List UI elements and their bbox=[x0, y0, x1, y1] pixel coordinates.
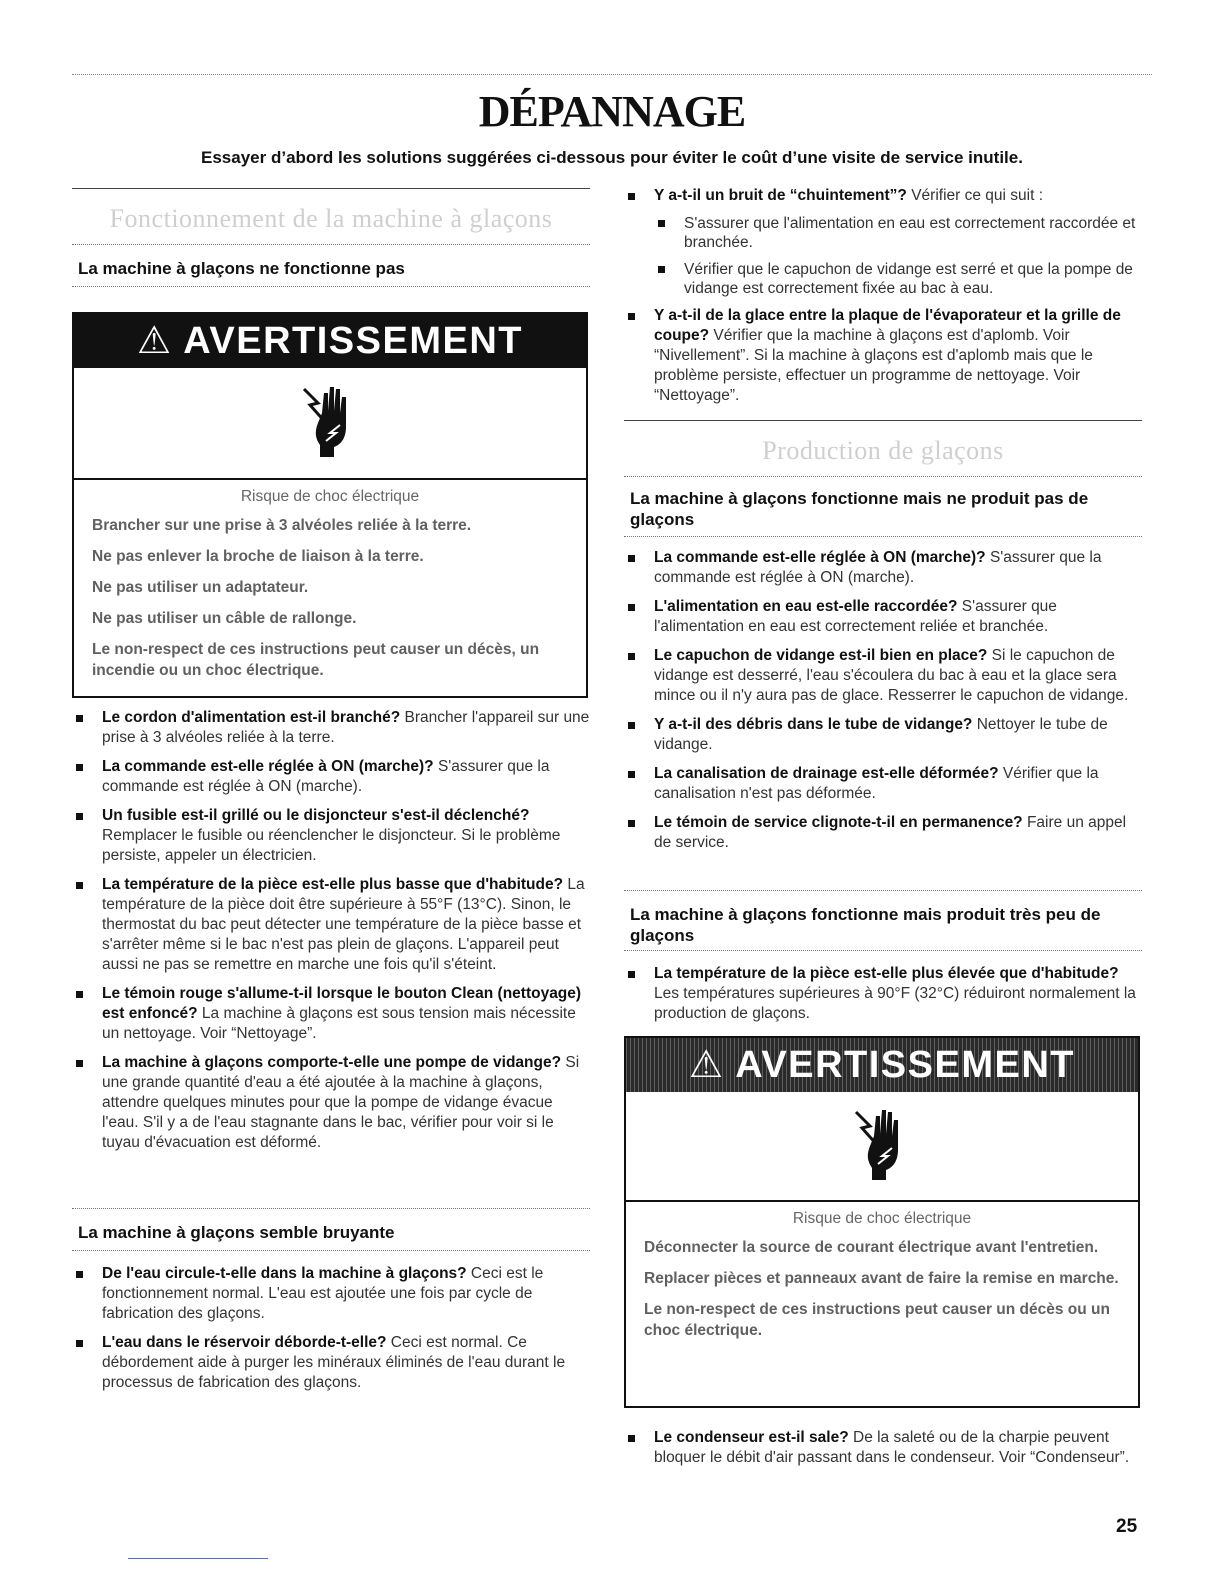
bullet-list-no-ice bbox=[624, 548, 1142, 862]
list-item: La commande est-elle réglée à ON (marche)? S'assurer que la commande est réglée à ON (marche). bbox=[624, 548, 1142, 588]
warning-box bbox=[72, 312, 588, 698]
list-item: L'eau dans le réservoir déborde-t-elle? Ceci est normal. Ce débordement aide à purger les minéraux éliminés de l'eau durant le processus de fabrication des glaçons. bbox=[72, 1333, 590, 1393]
top-rule bbox=[72, 74, 1152, 75]
dotted-rule bbox=[624, 476, 1142, 477]
warning-triangle-icon: ⚠ bbox=[137, 320, 173, 362]
subheading-noisy: La machine à glaçons semble bruyante bbox=[78, 1223, 395, 1242]
list-item: Le témoin rouge s'allume-t-il lorsque le bouton Clean (nettoyage) est enfoncé? La machine à glaçons est sous tension mais nécessite un nettoyage. Voir “Nettoyage”. bbox=[72, 984, 590, 1044]
electric-shock-hand-icon bbox=[300, 383, 360, 463]
page-title: DÉPANNAGE bbox=[478, 87, 746, 136]
sub-bullet-list bbox=[624, 214, 1142, 306]
bullet-list-not-working bbox=[72, 708, 590, 1162]
warning-triangle-icon: ⚠ bbox=[689, 1044, 725, 1086]
warning-line: Le non-respect de ces instructions peut causer un décès ou un choc électrique. bbox=[644, 1301, 1110, 1339]
warning-header: ⚠ AVERTISSEMENT bbox=[626, 1038, 1138, 1092]
sub-list-item: S'assurer que l'alimentation en eau est correctement raccordée et branchée. bbox=[624, 214, 1142, 252]
bullet-list-little-ice bbox=[624, 964, 1142, 1033]
dotted-rule bbox=[72, 1208, 590, 1209]
page-number: 25 bbox=[1116, 1516, 1138, 1537]
page-subtitle: Essayer d’abord les solutions suggérées ci-dessous pour éviter le coût d’une visite de service inutile. bbox=[201, 148, 1023, 167]
list-item: Le témoin de service clignote-t-il en permanence? Faire un appel de service. bbox=[624, 813, 1142, 853]
warning-line: Replacer pièces et panneaux avant de faire la remise en marche. bbox=[644, 1270, 1119, 1287]
dotted-rule bbox=[624, 890, 1142, 891]
footer-link-line bbox=[128, 1558, 268, 1559]
section-title-production: Production de glaçons bbox=[762, 436, 1004, 465]
warning-text bbox=[626, 1202, 1138, 1341]
shock-icon-area bbox=[626, 1092, 1138, 1202]
warning-line: Déconnecter la source de courant électrique avant l'entretien. bbox=[644, 1239, 1099, 1256]
bullet-list-hissing bbox=[624, 186, 1142, 215]
electric-shock-hand-icon bbox=[852, 1106, 912, 1186]
bullet-list-noisy bbox=[72, 1264, 590, 1402]
section-rule bbox=[72, 188, 590, 189]
list-item: Le condenseur est-il sale? De la saleté ou de la charpie peuvent bloquer le débit d'air passant dans le condenseur. Voir “Condenseur”. bbox=[624, 1428, 1142, 1468]
warning-line: Ne pas utiliser un adaptateur. bbox=[92, 579, 309, 596]
warning-box bbox=[624, 1036, 1140, 1408]
list-item: Y a-t-il des débris dans le tube de vidange? Nettoyer le tube de vidange. bbox=[624, 715, 1142, 755]
list-item: L'alimentation en eau est-elle raccordée? S'assurer que l'alimentation en eau est correctement reliée et branchée. bbox=[624, 597, 1142, 637]
section-title-fonctionnement: Fonctionnement de la machine à glaçons bbox=[109, 204, 553, 233]
shock-icon-area bbox=[74, 368, 586, 480]
dotted-rule bbox=[624, 536, 1142, 537]
bullet-list-evaporator bbox=[624, 306, 1142, 415]
list-item: La canalisation de drainage est-elle déformée? Vérifier que la canalisation n'est pas déformée. bbox=[624, 764, 1142, 804]
warning-line: Ne pas utiliser un câble de rallonge. bbox=[92, 610, 357, 627]
warning-header: ⚠ AVERTISSEMENT bbox=[74, 314, 586, 368]
list-item: De l'eau circule-t-elle dans la machine à glaçons? Ceci est le fonctionnement normal. L'eau est ajoutée une fois par cycle de fabrication des glaçons. bbox=[72, 1264, 590, 1324]
warning-line: Le non-respect de ces instructions peut causer un décès, un incendie ou un choc électrique. bbox=[92, 641, 540, 679]
list-item: Le capuchon de vidange est-il bien en place? Si le capuchon de vidange est desserré, l'eau s'écoulera du bac à eau et la glace sera mince ou il n'y aura pas de glace. Resserrer le capuchon de vidange. bbox=[624, 646, 1142, 706]
subheading-not-working: La machine à glaçons ne fonctionne pas bbox=[78, 259, 405, 278]
list-item: Le cordon d'alimentation est-il branché? Brancher l'appareil sur une prise à 3 alvéoles reliée à la terre. bbox=[72, 708, 590, 748]
warning-risk-title: Risque de choc électrique bbox=[240, 488, 420, 505]
bullet-list-condenser bbox=[624, 1428, 1142, 1477]
warning-text bbox=[74, 480, 586, 681]
list-item: La machine à glaçons comporte-t-elle une pompe de vidange? Si une grande quantité d'eau a été ajoutée à la machine à glaçons, attendre quelques minutes pour que la pompe de vidange évacue l'eau. S'il y a de l'eau stagnante dans le bac, vérifier pour voir si le tuyau d'évacuation est déformé. bbox=[72, 1053, 590, 1153]
dotted-rule bbox=[624, 950, 1142, 951]
subheading-no-ice: La machine à glaçons fonctionne mais ne produit pas de glaçons bbox=[630, 489, 1089, 529]
list-item: Un fusible est-il grillé ou le disjoncteur s'est-il déclenché? Remplacer le fusible ou réenclencher le disjoncteur. Si le problème persiste, appeler un électricien. bbox=[72, 806, 590, 866]
list-item: La commande est-elle réglée à ON (marche)? S'assurer que la commande est réglée à ON (marche). bbox=[72, 757, 590, 797]
sub-list-item: Vérifier que le capuchon de vidange est serré et que la pompe de vidange est correctement fixée au bac à eau. bbox=[624, 260, 1142, 298]
list-item: Y a-t-il un bruit de “chuintement”? Vérifier ce qui suit : bbox=[624, 186, 1142, 206]
warning-line: Ne pas enlever la broche de liaison à la terre. bbox=[92, 548, 424, 565]
list-item: La température de la pièce est-elle plus élevée que d'habitude? Les températures supérieures à 90°F (32°C) réduiront normalement la production de glaçons. bbox=[624, 964, 1142, 1024]
section-rule bbox=[624, 420, 1142, 421]
warning-risk-title: Risque de choc électrique bbox=[792, 1210, 972, 1227]
dotted-rule bbox=[72, 1250, 590, 1251]
dotted-rule bbox=[72, 244, 590, 245]
warning-line: Brancher sur une prise à 3 alvéoles reliée à la terre. bbox=[92, 517, 472, 534]
subheading-little-ice: La machine à glaçons fonctionne mais produit très peu de glaçons bbox=[630, 905, 1101, 945]
list-item: Y a-t-il de la glace entre la plaque de l'évaporateur et la grille de coupe? Vérifier que la machine à glaçons est d'aplomb. Voir “Nivellement”. Si la machine à glaçons est d'aplomb mais que le problème persiste, effectuer un programme de nettoyage. Voir “Nettoyage”. bbox=[624, 306, 1142, 406]
list-item: La température de la pièce est-elle plus basse que d'habitude? La température de la pièce doit être supérieure à 55°F (13°C). Sinon, le thermostat du bac peut détecter une température de la pièce basse et s'arrêter même si le bac n'est pas plein de glaçons. L'appareil peut aussi ne pas se remettre en marche une fois qu'il s'éteint. bbox=[72, 875, 590, 975]
dotted-rule bbox=[72, 286, 590, 287]
